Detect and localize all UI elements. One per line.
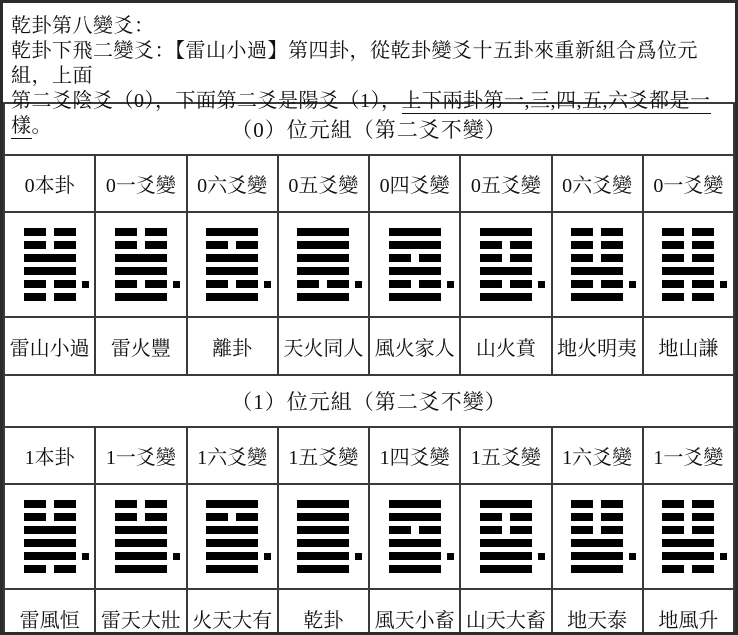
yin-line <box>571 500 623 508</box>
hexagram-name: 地風升 <box>643 589 734 635</box>
yin-line-segment <box>206 280 228 288</box>
yang-line <box>571 293 623 301</box>
yin-line-segment <box>662 241 684 249</box>
yang-line <box>206 254 258 262</box>
yin-line <box>389 526 441 534</box>
variation-label: 1六爻變 <box>187 427 278 484</box>
yang-line <box>206 267 258 275</box>
yin-line <box>571 513 623 521</box>
unchanged-line-marker <box>173 281 180 288</box>
header-line3-prefix: 第二爻陰爻（0），下面第二爻是陽爻（1）， <box>11 90 402 112</box>
variation-label: 1四爻變 <box>369 427 460 484</box>
yin-line-segment <box>389 254 411 262</box>
yin-line-segment <box>692 241 714 249</box>
group-section-row <box>4 375 734 427</box>
unchanged-line-marker <box>264 281 271 288</box>
unchanged-line-marker <box>538 553 545 560</box>
yin-line <box>662 241 714 249</box>
unchanged-line-marker <box>629 553 636 560</box>
yin-line-segment <box>54 565 76 573</box>
yang-line <box>24 552 76 560</box>
hexagram-name: 地天泰 <box>552 589 643 635</box>
yin-line-segment <box>24 500 46 508</box>
yang-line <box>24 267 76 275</box>
hexagram-symbol <box>206 500 258 573</box>
group-title: （1）位元組（第二爻不變） <box>4 375 734 427</box>
yang-line <box>389 228 441 236</box>
yang-line <box>571 267 623 275</box>
yang-line <box>115 526 167 534</box>
yin-line <box>571 254 623 262</box>
yin-line-segment <box>54 241 76 249</box>
yin-line-segment <box>571 241 593 249</box>
unchanged-line-marker <box>720 281 727 288</box>
yin-line <box>480 241 532 249</box>
hexagram-name: 火天大有 <box>187 589 278 635</box>
yin-line-segment <box>24 513 46 521</box>
yin-line <box>115 241 167 249</box>
yang-line <box>571 539 623 547</box>
hexagram-cell <box>369 212 460 317</box>
hexagram-cell <box>460 212 551 317</box>
hexagram-name: 雷火豐 <box>95 317 186 375</box>
yang-line <box>297 565 349 573</box>
hexagram-cell <box>95 212 186 317</box>
yang-line <box>571 552 623 560</box>
yin-line-segment <box>54 293 76 301</box>
yin-line-segment <box>236 513 258 521</box>
unchanged-line-marker <box>355 281 362 288</box>
yin-line-segment <box>692 254 714 262</box>
yang-line <box>297 539 349 547</box>
yin-line <box>24 241 76 249</box>
yang-line <box>297 267 349 275</box>
yang-line <box>297 513 349 521</box>
yin-line-segment <box>236 280 258 288</box>
yin-line <box>389 280 441 288</box>
hexagram-symbol <box>389 228 441 301</box>
yin-line-segment <box>662 500 684 508</box>
hexagram-cell <box>460 484 551 589</box>
yin-line-segment <box>24 293 46 301</box>
yin-line <box>662 500 714 508</box>
yang-line <box>480 539 532 547</box>
yin-line-segment <box>510 526 532 534</box>
unchanged-line-marker <box>720 553 727 560</box>
yin-line-segment <box>419 254 441 262</box>
yang-line <box>206 500 258 508</box>
yang-line <box>24 526 76 534</box>
yin-line <box>662 565 714 573</box>
yin-line <box>24 228 76 236</box>
yin-line-segment <box>480 280 502 288</box>
hexagram-name-row <box>4 317 734 375</box>
yin-line-segment <box>692 565 714 573</box>
variation-label: 0五爻變 <box>278 155 369 212</box>
yin-line-segment <box>692 293 714 301</box>
yin-line-segment <box>480 254 502 262</box>
hexagram-symbol <box>480 228 532 301</box>
yin-line-segment <box>662 254 684 262</box>
hexagram-cell <box>4 212 95 317</box>
hexagram-name: 山天大畜 <box>460 589 551 635</box>
yin-line-segment <box>601 241 623 249</box>
yin-line <box>662 254 714 262</box>
unchanged-line-marker <box>538 281 545 288</box>
header-line3-period: 。 <box>31 115 52 137</box>
yin-line-segment <box>601 526 623 534</box>
yin-line <box>571 228 623 236</box>
yang-line <box>571 565 623 573</box>
yin-line-segment <box>24 241 46 249</box>
yin-line-segment <box>24 280 46 288</box>
header-line2: 乾卦下飛二變爻：【雷山小過】第四卦，從乾卦變爻十五卦來重新組合爲位元組，上面 <box>11 40 698 87</box>
yin-line <box>662 513 714 521</box>
yin-line-segment <box>601 280 623 288</box>
yang-line <box>206 293 258 301</box>
yin-line <box>389 254 441 262</box>
yin-line-segment <box>419 280 441 288</box>
yin-line-segment <box>692 228 714 236</box>
hexagram-name: 風火家人 <box>369 317 460 375</box>
hexagram-symbol <box>571 228 623 301</box>
unchanged-line-marker <box>629 281 636 288</box>
hexagram-table <box>3 102 735 635</box>
yin-line-segment <box>480 513 502 521</box>
hexagram-name: 雷天大壯 <box>95 589 186 635</box>
yin-line <box>662 293 714 301</box>
yang-line <box>389 267 441 275</box>
unchanged-line-marker <box>447 281 454 288</box>
yin-line-segment <box>115 280 137 288</box>
hexagram-symbol <box>24 500 76 573</box>
yang-line <box>389 293 441 301</box>
yin-line <box>24 513 76 521</box>
yin-line-segment <box>327 280 349 288</box>
yang-line <box>389 539 441 547</box>
yang-line <box>480 500 532 508</box>
yin-line-segment <box>571 228 593 236</box>
unchanged-line-marker <box>447 553 454 560</box>
yin-line-segment <box>145 280 167 288</box>
yin-line-segment <box>54 280 76 288</box>
yin-line <box>571 280 623 288</box>
variation-label: 0六爻變 <box>552 155 643 212</box>
hexagram-cell <box>4 484 95 589</box>
variation-label: 0一爻變 <box>643 155 734 212</box>
yin-line <box>662 280 714 288</box>
yin-line-segment <box>662 526 684 534</box>
yin-line-segment <box>145 228 167 236</box>
yin-line-segment <box>571 500 593 508</box>
yin-line-segment <box>571 513 593 521</box>
yin-line-segment <box>24 228 46 236</box>
yin-line <box>24 280 76 288</box>
variation-label-row <box>4 155 734 212</box>
yin-line-segment <box>115 500 137 508</box>
yin-line <box>206 280 258 288</box>
yang-line <box>389 552 441 560</box>
yang-line <box>297 526 349 534</box>
yang-line <box>389 513 441 521</box>
hexagram-name-row <box>4 589 734 635</box>
unchanged-line-marker <box>173 553 180 560</box>
yin-line-segment <box>206 513 228 521</box>
yin-line-segment <box>692 513 714 521</box>
hexagram-symbol <box>389 500 441 573</box>
yin-line-segment <box>236 241 258 249</box>
unchanged-line-marker <box>264 553 271 560</box>
yin-line-segment <box>662 280 684 288</box>
hexagram-cell <box>278 212 369 317</box>
hexagram-cell <box>187 212 278 317</box>
yin-line <box>297 280 349 288</box>
yin-line <box>206 241 258 249</box>
variation-label: 0一爻變 <box>95 155 186 212</box>
header-line3-underlined: 上下兩卦第一,三,四,五,六爻都是一樣 <box>11 90 711 137</box>
hexagram-cell <box>187 484 278 589</box>
yin-line <box>571 526 623 534</box>
yang-line <box>115 293 167 301</box>
yin-line-segment <box>662 565 684 573</box>
yang-line <box>297 500 349 508</box>
yin-line <box>115 513 167 521</box>
hexagram-symbol-row <box>4 484 734 589</box>
yin-line <box>480 280 532 288</box>
yin-line <box>662 228 714 236</box>
yin-line-segment <box>297 280 319 288</box>
yin-line <box>206 513 258 521</box>
yin-line-segment <box>601 500 623 508</box>
yin-line-segment <box>692 280 714 288</box>
hexagram-name: 雷風恒 <box>4 589 95 635</box>
yang-line <box>297 254 349 262</box>
yin-line <box>115 280 167 288</box>
yang-line <box>480 293 532 301</box>
yin-line-segment <box>662 513 684 521</box>
variation-label: 1六爻變 <box>552 427 643 484</box>
variation-label: 0四爻變 <box>369 155 460 212</box>
yin-line <box>480 513 532 521</box>
hexagram-symbol <box>115 500 167 573</box>
yin-line-segment <box>662 293 684 301</box>
yang-line <box>24 539 76 547</box>
hexagram-cell <box>552 212 643 317</box>
hexagram-cell <box>552 484 643 589</box>
yang-line <box>115 267 167 275</box>
yin-line <box>24 293 76 301</box>
yin-line-segment <box>692 500 714 508</box>
yang-line <box>206 552 258 560</box>
hexagram-cell <box>278 484 369 589</box>
yang-line <box>115 565 167 573</box>
yin-line-segment <box>115 228 137 236</box>
unchanged-line-marker <box>355 553 362 560</box>
yang-line <box>389 241 441 249</box>
hexagram-cell <box>369 484 460 589</box>
yin-line <box>480 526 532 534</box>
yang-line <box>480 565 532 573</box>
yin-line-segment <box>601 254 623 262</box>
hexagram-symbol <box>206 228 258 301</box>
hexagram-cell <box>643 212 734 317</box>
yang-line <box>662 552 714 560</box>
yin-line-segment <box>510 254 532 262</box>
yang-line <box>480 552 532 560</box>
yin-line-segment <box>24 565 46 573</box>
variation-label: 0本卦 <box>4 155 95 212</box>
yin-line-segment <box>510 280 532 288</box>
yin-line-segment <box>145 513 167 521</box>
yin-line-segment <box>115 241 137 249</box>
hexagram-symbol <box>662 228 714 301</box>
hexagram-name: 乾卦 <box>278 589 369 635</box>
yin-line <box>115 228 167 236</box>
hexagram-symbol <box>297 500 349 573</box>
yin-line <box>571 241 623 249</box>
variation-label: 1一爻變 <box>643 427 734 484</box>
yin-line <box>115 500 167 508</box>
yang-line <box>206 565 258 573</box>
yin-line-segment <box>510 241 532 249</box>
yang-line <box>480 228 532 236</box>
hexagram-name: 風天小畜 <box>369 589 460 635</box>
variation-label-row <box>4 427 734 484</box>
yin-line-segment <box>389 526 411 534</box>
hexagram-symbol-row <box>4 212 734 317</box>
variation-label: 1本卦 <box>4 427 95 484</box>
yin-line-segment <box>145 241 167 249</box>
yang-line <box>206 228 258 236</box>
hexagram-name: 天火同人 <box>278 317 369 375</box>
yin-line-segment <box>54 500 76 508</box>
yang-line <box>480 267 532 275</box>
yin-line-segment <box>419 526 441 534</box>
yang-line <box>297 552 349 560</box>
yin-line-segment <box>510 513 532 521</box>
yin-line-segment <box>145 500 167 508</box>
unchanged-line-marker <box>82 281 89 288</box>
hexagram-symbol <box>480 500 532 573</box>
yang-line <box>389 565 441 573</box>
unchanged-line-marker <box>82 553 89 560</box>
yin-line <box>662 526 714 534</box>
yang-line <box>389 500 441 508</box>
yin-line-segment <box>389 280 411 288</box>
header-line1: 乾卦第八變爻： <box>11 15 155 37</box>
hexagram-symbol <box>571 500 623 573</box>
yin-line-segment <box>480 526 502 534</box>
hexagram-symbol <box>297 228 349 301</box>
variation-label: 1五爻變 <box>460 427 551 484</box>
yin-line-segment <box>480 241 502 249</box>
yin-line-segment <box>571 280 593 288</box>
yang-line <box>297 228 349 236</box>
variation-label: 0六爻變 <box>187 155 278 212</box>
variation-label: 0五爻變 <box>460 155 551 212</box>
hexagram-name: 地火明夷 <box>552 317 643 375</box>
yin-line <box>24 565 76 573</box>
hexagram-symbol <box>115 228 167 301</box>
yin-line-segment <box>54 228 76 236</box>
hexagram-name: 山火賁 <box>460 317 551 375</box>
group-title: （0）位元組（第二爻不變） <box>4 103 734 155</box>
hexagram-name: 離卦 <box>187 317 278 375</box>
yang-line <box>206 526 258 534</box>
yang-line <box>297 293 349 301</box>
variation-label: 1五爻變 <box>278 427 369 484</box>
yang-line <box>115 552 167 560</box>
yin-line-segment <box>54 513 76 521</box>
hexagram-cell <box>95 484 186 589</box>
hexagram-name: 雷山小過 <box>4 317 95 375</box>
hexagram-cell <box>643 484 734 589</box>
hexagram-name: 地山謙 <box>643 317 734 375</box>
hexagram-symbol <box>24 228 76 301</box>
yin-line-segment <box>571 526 593 534</box>
variation-label: 1一爻變 <box>95 427 186 484</box>
yin-line <box>480 254 532 262</box>
yin-line-segment <box>206 241 228 249</box>
yin-line-segment <box>571 254 593 262</box>
yin-line-segment <box>115 513 137 521</box>
yang-line <box>662 267 714 275</box>
yang-line <box>206 539 258 547</box>
yang-line <box>24 254 76 262</box>
yin-line-segment <box>601 228 623 236</box>
yin-line-segment <box>662 228 684 236</box>
yang-line <box>115 254 167 262</box>
yang-line <box>662 539 714 547</box>
yang-line <box>297 241 349 249</box>
yin-line-segment <box>601 513 623 521</box>
yang-line <box>115 539 167 547</box>
hexagram-symbol <box>662 500 714 573</box>
yin-line <box>24 500 76 508</box>
yin-line-segment <box>692 526 714 534</box>
